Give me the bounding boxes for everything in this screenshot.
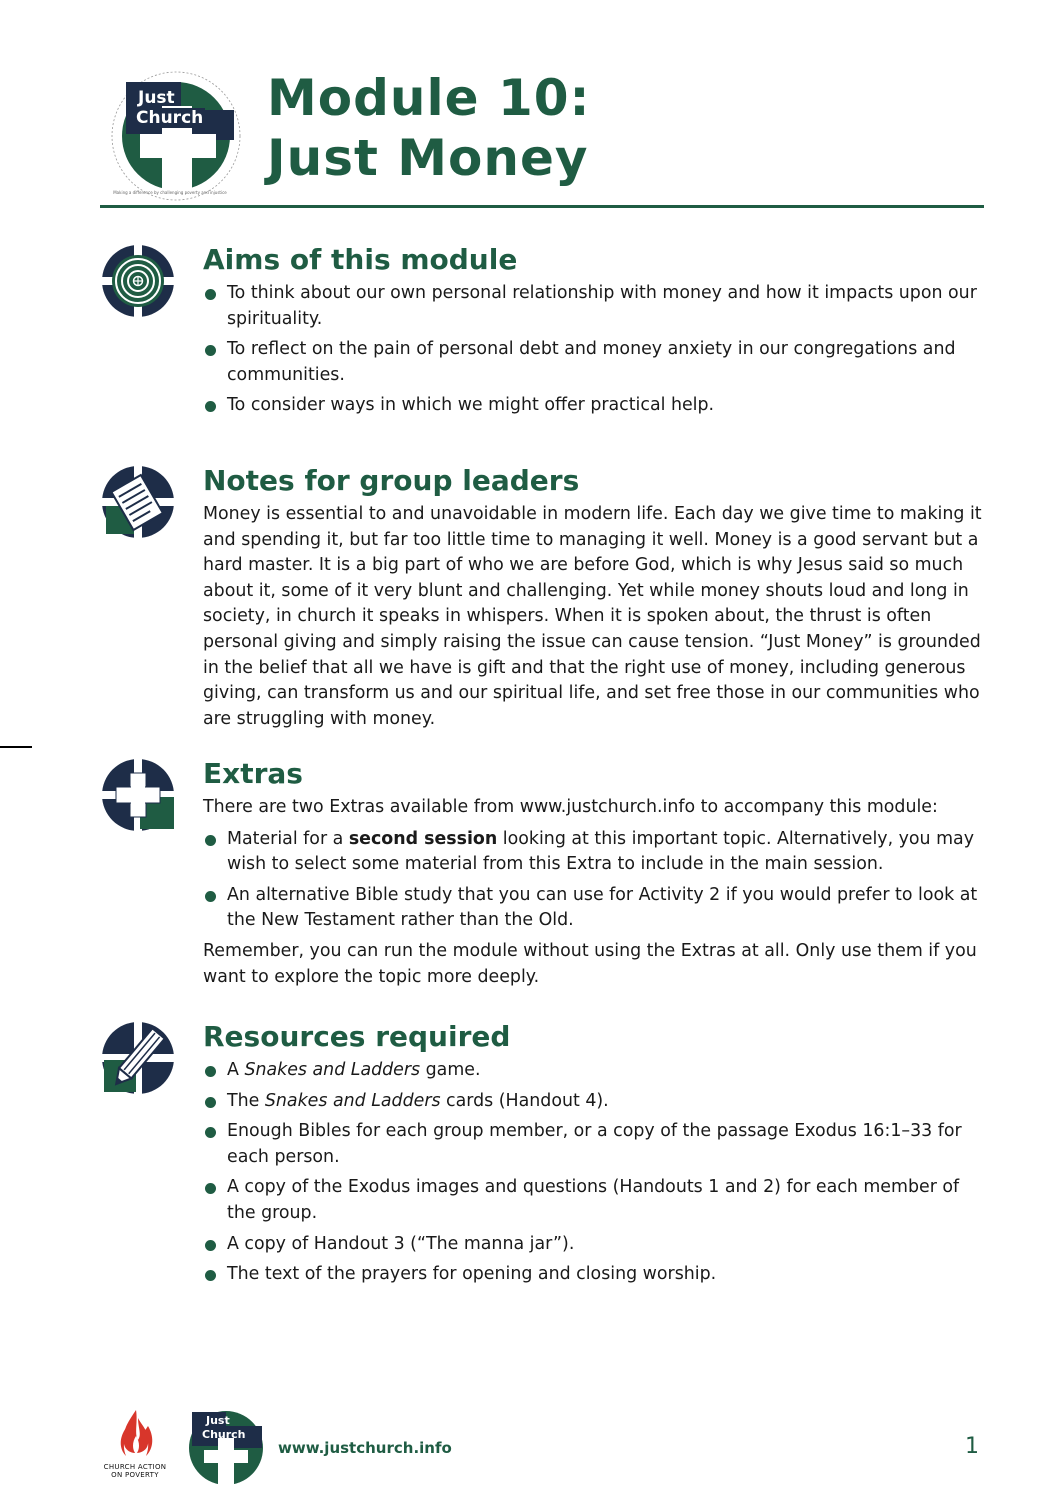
- resources-item-1: [203, 1058, 985, 1084]
- resources-item-2-pre: The: [227, 1090, 265, 1111]
- logo-ring-text: Making a difference by challenging poverty and injustice: [113, 190, 227, 195]
- aims-heading: Aims of this module: [203, 243, 518, 276]
- resources-item-2-post: cards (Handout 4).: [440, 1090, 609, 1111]
- aims-list: [203, 281, 985, 419]
- resources-item-2-em: Snakes and Ladders: [264, 1090, 441, 1111]
- footer-url-link[interactable]: www.justchurch.info: [278, 1439, 452, 1457]
- resources-item-1-pre: A: [227, 1060, 245, 1080]
- resources-item-1-em: Snakes and Ladders: [244, 1060, 421, 1080]
- margin-mark: [0, 746, 32, 748]
- page-title: [267, 68, 591, 188]
- pencil-icon: [100, 1020, 176, 1096]
- target-icon: [100, 243, 176, 319]
- cap-line-2: ON POVERTY: [111, 1471, 159, 1479]
- flame-icon: [108, 1406, 164, 1462]
- resources-item-1-post: game.: [420, 1060, 481, 1080]
- notes-heading: Notes for group leaders: [203, 464, 580, 497]
- aims-item-3: To consider ways in which we might offer practical help.: [203, 393, 985, 419]
- just-church-logo: [96, 70, 244, 202]
- footer-just-church-logo: [186, 1408, 266, 1486]
- page-number: 1: [965, 1434, 979, 1459]
- section-resources: [100, 1020, 985, 1293]
- resources-item-6: The text of the prayers for opening and closing worship.: [203, 1262, 985, 1288]
- resources-heading: Resources required: [203, 1020, 511, 1053]
- extras-item-1: [203, 827, 985, 878]
- notes-text: Money is essential to and unavoidable in modern life. Each day we give time to making it and spending it, but far too little time to managing it well. Money is a good servant but a hard master. It is a big part of who we are before God, which is why Jesus said so much about it, some of it very blunt and challenging. Yet while money shouts loud and long in society, in church it speaks in whispers. When it is spoken about, the thrust is often personal giving and simply raising the issue can cause tension. “Just Money” is grounded in the belief that all we have is gift and that the right use of money, including generous giving, can transform us and our spiritual life, and set free those in our communities who are struggling with money.: [203, 504, 982, 729]
- resources-list: [203, 1058, 985, 1288]
- extras-item-1-pre: Material for a: [227, 828, 349, 849]
- title-line-2: Just Money: [267, 129, 589, 187]
- extras-item-1-post: looking at this important topic. Alternatively, you may wish to select some material from this Extra to include in the main session.: [227, 828, 974, 875]
- cap-caption: [100, 1463, 170, 1479]
- section-extras: [100, 757, 985, 990]
- extras-closing: Remember, you can run the module without using the Extras at all. Only use them if you want to explore the topic more deeply.: [203, 940, 977, 987]
- logo-text-just: Just: [138, 88, 175, 108]
- extras-heading: Extras: [203, 757, 303, 790]
- aims-item-2: To reflect on the pain of personal debt and money anxiety in our congregations and communities.: [203, 337, 985, 388]
- title-line-1: Module 10:: [267, 69, 591, 127]
- logo-text-church: Church: [136, 108, 204, 128]
- resources-item-3: Enough Bibles for each group member, or a copy of the passage Exodus 16:1–33 for each person.: [203, 1119, 985, 1170]
- church-action-on-poverty-logo: [108, 1406, 164, 1462]
- plus-icon: [100, 757, 176, 833]
- footer-logo-text-church: Church: [202, 1428, 246, 1441]
- notepad-icon: [100, 464, 176, 540]
- section-aims: [100, 243, 985, 424]
- extras-item-2: An alternative Bible study that you can use for Activity 2 if you would prefer to look at the New Testament rather than the Old.: [203, 883, 985, 934]
- section-notes: [100, 464, 985, 732]
- cap-line-1: CHURCH ACTION: [103, 1463, 167, 1471]
- extras-list: [203, 827, 985, 934]
- header-rule: [100, 205, 984, 208]
- resources-item-2: [203, 1089, 985, 1115]
- footer-logo-text-just: Just: [206, 1414, 230, 1427]
- extras-item-1-bold: second session: [348, 828, 498, 849]
- resources-item-4: A copy of the Exodus images and questions (Handouts 1 and 2) for each member of the group.: [203, 1175, 985, 1226]
- aims-item-1: To think about our own personal relationship with money and how it impacts upon our spirituality.: [203, 281, 985, 332]
- resources-item-5: A copy of Handout 3 (“The manna jar”).: [203, 1232, 985, 1258]
- extras-lead: There are two Extras available from www.justchurch.info to accompany this module:: [203, 797, 938, 817]
